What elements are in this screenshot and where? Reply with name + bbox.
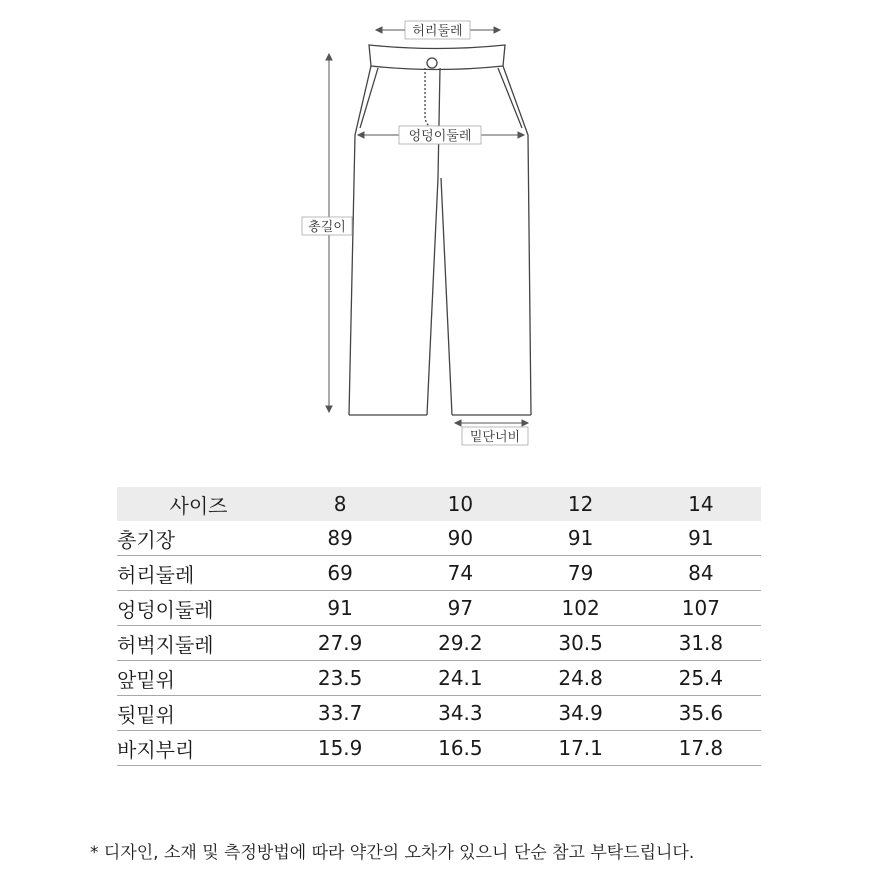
table-row bbox=[117, 591, 761, 626]
table-cell: 33.7 bbox=[280, 696, 400, 731]
fly-stitch bbox=[425, 68, 438, 132]
length-arrowhead-bottom bbox=[326, 406, 332, 412]
size-header-label: 사이즈 bbox=[117, 487, 280, 521]
size-header-14: 14 bbox=[641, 487, 761, 521]
table-cell: 91 bbox=[280, 591, 400, 626]
waist-arrowhead-right bbox=[494, 27, 500, 33]
table-cell: 29.2 bbox=[400, 626, 520, 661]
table-cell: 91 bbox=[521, 521, 641, 556]
table-cell: 24.1 bbox=[400, 661, 520, 696]
right-inseam bbox=[441, 178, 452, 415]
table-row bbox=[117, 731, 761, 766]
table-cell: 69 bbox=[280, 556, 400, 591]
table-cell: 25.4 bbox=[641, 661, 761, 696]
row-label: 엉덩이둘레 bbox=[117, 591, 280, 626]
measurement-arrows bbox=[326, 27, 528, 426]
table-cell: 27.9 bbox=[280, 626, 400, 661]
button bbox=[427, 58, 437, 68]
table-cell: 35.6 bbox=[641, 696, 761, 731]
table-cell: 90 bbox=[400, 521, 520, 556]
table-row bbox=[117, 661, 761, 696]
table-cell: 74 bbox=[400, 556, 520, 591]
row-label: 앞밑위 bbox=[117, 661, 280, 696]
table-cell: 97 bbox=[400, 591, 520, 626]
right-outer-seam bbox=[503, 66, 531, 415]
center-seam bbox=[438, 68, 440, 178]
table-cell: 23.5 bbox=[280, 661, 400, 696]
length-arrowhead-top bbox=[326, 54, 332, 60]
hip-arrowhead-left bbox=[358, 132, 364, 138]
table-cell: 24.8 bbox=[521, 661, 641, 696]
hip-label: 엉덩이둘레 bbox=[408, 129, 472, 144]
pants-outline bbox=[349, 45, 531, 415]
table-cell: 30.5 bbox=[521, 626, 641, 661]
table-cell: 107 bbox=[641, 591, 761, 626]
right-pocket bbox=[498, 68, 522, 128]
table-cell: 91 bbox=[641, 521, 761, 556]
table-cell: 89 bbox=[280, 521, 400, 556]
size-header-10: 10 bbox=[400, 487, 520, 521]
left-inseam bbox=[427, 178, 438, 415]
size-chart-table bbox=[117, 487, 761, 766]
row-label: 허벅지둘레 bbox=[117, 626, 280, 661]
table-cell: 17.1 bbox=[521, 731, 641, 766]
table-cell: 79 bbox=[521, 556, 641, 591]
table-cell: 102 bbox=[521, 591, 641, 626]
hem-label: 밑단너비 bbox=[469, 430, 521, 445]
table-cell: 31.8 bbox=[641, 626, 761, 661]
row-label: 바지부리 bbox=[117, 731, 280, 766]
size-header-8: 8 bbox=[280, 487, 400, 521]
size-header-12: 12 bbox=[521, 487, 641, 521]
table-row bbox=[117, 556, 761, 591]
waist-label: 허리둘레 bbox=[412, 24, 463, 39]
hem-arrowhead-left bbox=[455, 420, 461, 426]
table-row bbox=[117, 696, 761, 731]
row-label: 뒷밑위 bbox=[117, 696, 280, 731]
table-cell: 34.3 bbox=[400, 696, 520, 731]
table-cell: 17.8 bbox=[641, 731, 761, 766]
hip-arrowhead-right bbox=[518, 132, 524, 138]
table-cell: 15.9 bbox=[280, 731, 400, 766]
row-label: 총기장 bbox=[117, 521, 280, 556]
table-header-row bbox=[117, 487, 761, 521]
table-cell: 16.5 bbox=[400, 731, 520, 766]
table-cell: 34.9 bbox=[521, 696, 641, 731]
table-row bbox=[117, 521, 761, 556]
hem-arrowhead-right bbox=[522, 420, 528, 426]
table-row bbox=[117, 626, 761, 661]
length-label: 총길이 bbox=[308, 220, 346, 235]
waistband bbox=[369, 45, 505, 70]
left-outer-seam bbox=[349, 66, 371, 415]
table-cell: 84 bbox=[641, 556, 761, 591]
waist-arrowhead-left bbox=[376, 27, 382, 33]
disclaimer-note: * 디자인, 소재 및 측정방법에 따라 약간의 오차가 있으니 단순 참고 부탁드립니다. bbox=[90, 843, 695, 863]
row-label: 허리둘레 bbox=[117, 556, 280, 591]
